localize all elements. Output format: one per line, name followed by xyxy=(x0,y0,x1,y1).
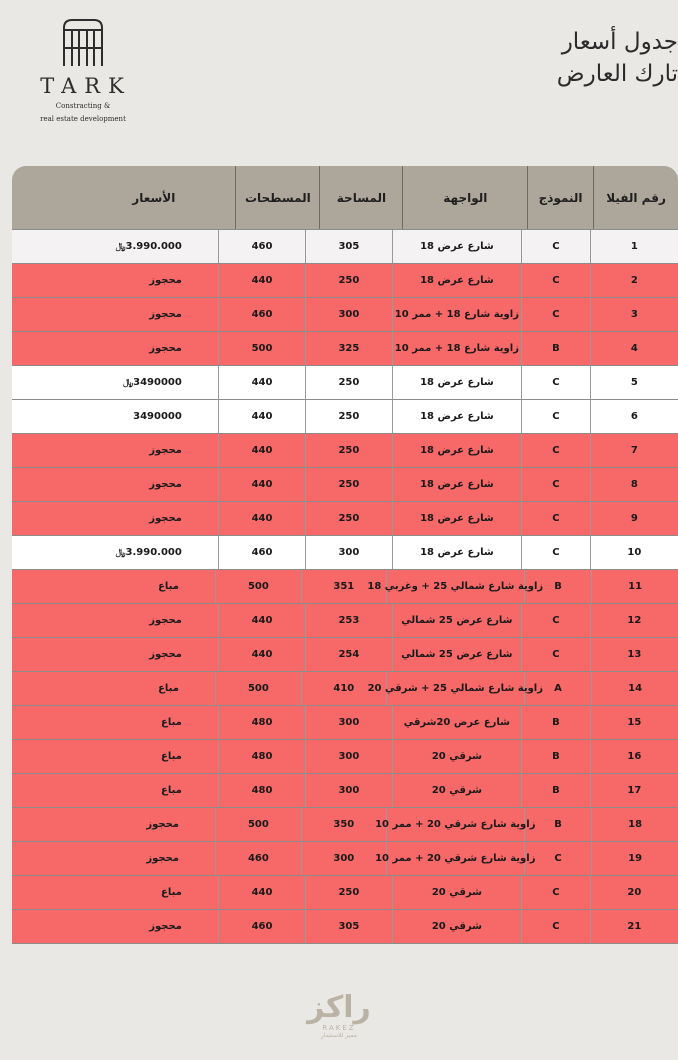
table-row xyxy=(12,467,678,501)
facade-cell xyxy=(392,468,522,501)
model-cell-text: B xyxy=(554,581,562,592)
built-area-cell-text: 440 xyxy=(251,445,273,456)
header-villa-no: رقم الفيلا xyxy=(593,166,678,229)
villa-no-cell-text: 21 xyxy=(627,921,642,932)
villa-no-cell-text: 6 xyxy=(630,411,638,422)
built-area-cell xyxy=(218,366,305,399)
built-area-cell xyxy=(218,230,305,263)
price-cell xyxy=(12,502,218,535)
built-area-cell xyxy=(218,910,305,943)
table-body xyxy=(12,229,678,944)
price-cell-text: محجوز xyxy=(149,615,182,626)
price-cell-text: مباع xyxy=(161,717,182,728)
model-cell-text: B xyxy=(552,717,560,728)
built-area-cell xyxy=(218,536,305,569)
area-cell-text: 250 xyxy=(338,479,360,490)
area-cell-text: 254 xyxy=(338,649,360,660)
area-cell xyxy=(305,468,391,501)
built-area-cell xyxy=(218,706,305,739)
villa-no-cell-text: 11 xyxy=(628,581,643,592)
area-cell-text: 250 xyxy=(338,275,360,286)
table-row xyxy=(12,365,678,399)
facade-cell-text: زاوية شارع شمالي 25 + وغربي 18 xyxy=(367,581,544,592)
built-area-cell xyxy=(215,570,301,603)
area-cell-text: 300 xyxy=(338,751,360,762)
model-cell xyxy=(521,910,590,943)
facade-cell-text: شارع عرض 20شرقي xyxy=(403,717,511,728)
table-row xyxy=(12,433,678,467)
table-row xyxy=(12,399,678,433)
price-cell-text: محجوز xyxy=(149,275,182,286)
price-cell xyxy=(12,230,218,263)
price-cell xyxy=(12,264,218,297)
model-cell xyxy=(521,774,590,807)
model-cell-text: C xyxy=(552,887,560,898)
area-cell xyxy=(305,230,391,263)
area-cell-text: 325 xyxy=(338,343,360,354)
price-cell-text: مباع xyxy=(158,581,179,592)
built-area-cell xyxy=(218,264,305,297)
facade-cell xyxy=(375,842,536,875)
area-cell xyxy=(305,502,391,535)
built-area-cell xyxy=(218,638,305,671)
facade-cell xyxy=(392,502,522,535)
table-row xyxy=(12,875,678,909)
built-area-cell-text: 440 xyxy=(251,887,273,898)
area-cell-text: 250 xyxy=(338,411,360,422)
currency-icon: ﷼ xyxy=(115,241,126,252)
villa-no-cell-text: 5 xyxy=(630,377,638,388)
facade-cell-text: شرقي 20 xyxy=(431,751,482,762)
table-row xyxy=(12,807,678,841)
villa-no-cell xyxy=(591,672,678,705)
model-cell-text: C xyxy=(552,309,560,320)
villa-no-cell xyxy=(590,332,678,365)
built-area-cell xyxy=(218,400,305,433)
model-cell-text: C xyxy=(552,649,560,660)
villa-no-cell-text: 8 xyxy=(630,479,638,490)
area-cell xyxy=(305,876,391,909)
area-cell xyxy=(305,298,391,331)
model-cell-text: C xyxy=(552,615,560,626)
model-cell xyxy=(521,230,590,263)
built-area-cell xyxy=(218,468,305,501)
header-area: المساحة xyxy=(319,166,402,229)
villa-no-cell-text: 4 xyxy=(630,343,638,354)
area-cell-text: 300 xyxy=(338,717,360,728)
built-area-cell xyxy=(218,740,305,773)
model-cell xyxy=(521,740,590,773)
facade-cell xyxy=(392,706,522,739)
facade-cell-text: شرقي 20 xyxy=(431,921,482,932)
price-cell xyxy=(12,638,218,671)
villa-no-cell-text: 9 xyxy=(630,513,638,524)
tark-logo-mark-icon xyxy=(60,18,106,68)
model-cell xyxy=(521,366,590,399)
rakez-logo-english: RAKEZ xyxy=(322,1024,356,1032)
villa-no-cell xyxy=(590,264,678,297)
model-cell xyxy=(521,468,590,501)
villa-no-cell xyxy=(591,808,678,841)
price-cell xyxy=(12,842,215,875)
villa-no-cell-text: 19 xyxy=(628,853,643,864)
price-cell-text: محجوز xyxy=(149,649,182,660)
price-cell xyxy=(12,604,218,637)
table-row xyxy=(12,603,678,637)
price-cell-text: مباع xyxy=(161,887,182,898)
villa-no-cell-text: 2 xyxy=(630,275,638,286)
area-cell-text: 350 xyxy=(333,819,355,830)
table-row xyxy=(12,705,678,739)
built-area-cell xyxy=(218,876,305,909)
built-area-cell-text: 500 xyxy=(247,581,269,592)
villa-no-cell-text: 13 xyxy=(627,649,642,660)
facade-cell-text: شارع عرض 18 xyxy=(420,241,494,252)
villa-no-cell xyxy=(590,502,678,535)
model-cell xyxy=(521,706,590,739)
model-cell-text: A xyxy=(554,683,562,694)
area-cell xyxy=(305,332,391,365)
villa-no-cell-text: 17 xyxy=(627,785,642,796)
built-area-cell-text: 480 xyxy=(251,717,273,728)
price-cell-text: محجوز xyxy=(146,853,179,864)
model-cell-text: C xyxy=(552,921,560,932)
facade-cell-text: شارع عرض 18 xyxy=(420,513,494,524)
area-cell xyxy=(305,434,391,467)
logo-name: TARK xyxy=(40,74,132,98)
price-cell xyxy=(12,468,218,501)
facade-cell xyxy=(392,400,522,433)
area-cell xyxy=(305,638,391,671)
table-row xyxy=(12,263,678,297)
villa-no-cell-text: 7 xyxy=(630,445,638,456)
title-line-1: جدول أسعار xyxy=(561,29,678,55)
price-cell-text: مباع xyxy=(161,751,182,762)
area-cell-text: 300 xyxy=(338,785,360,796)
price-cell xyxy=(12,774,218,807)
price-cell xyxy=(12,672,215,705)
table-header xyxy=(12,166,678,229)
price-cell xyxy=(12,400,218,433)
table-row xyxy=(12,909,678,944)
model-cell xyxy=(521,332,590,365)
page-title xyxy=(557,26,678,90)
villa-no-cell-text: 18 xyxy=(628,819,643,830)
villa-no-cell xyxy=(590,400,678,433)
price-table xyxy=(12,166,678,944)
rakez-logo-sub: مميز للاستثمار xyxy=(321,1032,357,1039)
facade-cell xyxy=(392,536,522,569)
model-cell-text: B xyxy=(552,343,560,354)
table-row xyxy=(12,569,678,603)
table-row xyxy=(12,739,678,773)
area-cell xyxy=(305,400,391,433)
model-cell xyxy=(521,604,590,637)
built-area-cell xyxy=(218,332,305,365)
area-cell xyxy=(301,570,386,603)
villa-no-cell xyxy=(590,468,678,501)
villa-no-cell-text: 10 xyxy=(627,547,642,558)
villa-no-cell-text: 16 xyxy=(627,751,642,762)
area-cell xyxy=(305,740,391,773)
price-cell-text: محجوز xyxy=(149,343,182,354)
model-cell-text: B xyxy=(554,819,562,830)
price-cell-text: محجوز xyxy=(149,921,182,932)
price-cell xyxy=(12,332,218,365)
villa-no-cell xyxy=(590,298,678,331)
model-cell xyxy=(521,638,590,671)
area-cell xyxy=(305,264,391,297)
model-cell xyxy=(521,502,590,535)
logo-tagline-2: real estate development xyxy=(40,115,126,123)
area-cell xyxy=(305,366,391,399)
rakez-logo-arabic: راكز xyxy=(307,990,371,1025)
area-cell xyxy=(305,706,391,739)
facade-cell xyxy=(392,876,522,909)
price-cell-text: 3490000 xyxy=(133,411,182,422)
facade-cell-text: شارع عرض 18 xyxy=(420,275,494,286)
facade-cell-text: شارع عرض 25 شمالي xyxy=(401,649,513,660)
price-cell xyxy=(12,570,215,603)
facade-cell xyxy=(392,774,522,807)
built-area-cell-text: 440 xyxy=(251,649,273,660)
built-area-cell xyxy=(218,434,305,467)
facade-cell-text: شرقي 20 xyxy=(431,887,482,898)
price-cell xyxy=(12,298,218,331)
villa-no-cell-text: 12 xyxy=(627,615,642,626)
table-row xyxy=(12,297,678,331)
price-cell xyxy=(12,434,218,467)
facade-cell-text: شارع عرض 18 xyxy=(420,479,494,490)
built-area-cell-text: 480 xyxy=(251,751,273,762)
table-row xyxy=(12,331,678,365)
price-cell-text: محجوز xyxy=(146,819,179,830)
built-area-cell xyxy=(215,808,301,841)
villa-no-cell xyxy=(590,366,678,399)
facade-cell-text: شارع عرض 18 xyxy=(420,445,494,456)
facade-cell xyxy=(367,570,544,603)
model-cell-text: C xyxy=(554,853,562,864)
area-cell-text: 250 xyxy=(338,513,360,524)
price-cell xyxy=(12,740,218,773)
facade-cell-text: شارع عرض 18 xyxy=(420,411,494,422)
villa-no-cell-text: 20 xyxy=(627,887,642,898)
villa-no-cell-text: 14 xyxy=(628,683,643,694)
table-row xyxy=(12,671,678,705)
price-cell xyxy=(12,366,218,399)
facade-cell xyxy=(392,264,522,297)
facade-cell xyxy=(392,230,522,263)
villa-no-cell xyxy=(590,910,678,943)
currency-icon: ﷼ xyxy=(115,547,126,558)
table-row xyxy=(12,535,678,569)
table-row xyxy=(12,773,678,807)
facade-cell xyxy=(392,366,522,399)
built-area-cell xyxy=(218,502,305,535)
facade-cell-text: زاوية شارع شرقي 20 + ممر 10 xyxy=(375,853,536,864)
built-area-cell-text: 460 xyxy=(251,309,273,320)
facade-cell-text: زاوية شارع 18 + ممر 10 xyxy=(394,343,519,354)
header-price: الأسعار xyxy=(132,190,176,205)
area-cell-text: 250 xyxy=(338,887,360,898)
villa-no-cell xyxy=(591,842,678,875)
price-cell-text: 3490000 xyxy=(133,377,182,388)
area-cell-text: 305 xyxy=(338,921,360,932)
area-cell xyxy=(305,910,391,943)
facade-cell xyxy=(392,910,522,943)
built-area-cell-text: 500 xyxy=(251,343,273,354)
model-cell xyxy=(521,264,590,297)
model-cell-text: C xyxy=(552,241,560,252)
facade-cell-text: شارع عرض 25 شمالي xyxy=(401,615,513,626)
built-area-cell-text: 500 xyxy=(247,683,269,694)
facade-cell-text: شارع عرض 18 xyxy=(420,377,494,388)
model-cell-text: C xyxy=(552,547,560,558)
area-cell xyxy=(301,842,386,875)
built-area-cell xyxy=(218,604,305,637)
facade-cell xyxy=(392,604,522,637)
price-cell-text: 3.990.000 xyxy=(125,241,182,252)
facade-cell-text: شرقي 20 xyxy=(431,785,482,796)
area-cell-text: 351 xyxy=(333,581,355,592)
built-area-cell xyxy=(218,774,305,807)
area-cell xyxy=(301,672,386,705)
villa-no-cell-text: 1 xyxy=(630,241,638,252)
title-line-2: تارك العارض xyxy=(556,61,678,87)
built-area-cell-text: 500 xyxy=(247,819,269,830)
villa-no-cell xyxy=(590,638,678,671)
facade-cell xyxy=(367,672,543,705)
price-cell-text: مباع xyxy=(158,683,179,694)
model-cell-text: C xyxy=(552,411,560,422)
table-row xyxy=(12,841,678,875)
model-cell xyxy=(521,434,590,467)
built-area-cell-text: 440 xyxy=(251,615,273,626)
rakez-logo xyxy=(0,992,678,1039)
facade-cell-text: زاوية شارع شمالي 25 + شرقي 20 xyxy=(367,683,543,694)
model-cell xyxy=(521,298,590,331)
header-facade: الواجهة xyxy=(402,166,527,229)
logo-tagline-1: Constracting & xyxy=(55,102,111,110)
area-cell-text: 410 xyxy=(333,683,355,694)
model-cell-text: C xyxy=(552,479,560,490)
facade-cell xyxy=(375,808,536,841)
villa-no-cell xyxy=(590,434,678,467)
header-model: النموذج xyxy=(527,166,593,229)
area-cell xyxy=(305,604,391,637)
facade-cell xyxy=(392,298,522,331)
price-cell xyxy=(12,910,218,943)
area-cell-text: 300 xyxy=(338,309,360,320)
area-cell-text: 253 xyxy=(338,615,360,626)
table-row xyxy=(12,501,678,535)
facade-cell xyxy=(392,740,522,773)
facade-cell xyxy=(392,434,522,467)
model-cell-text: B xyxy=(552,751,560,762)
villa-no-cell xyxy=(590,876,678,909)
area-cell xyxy=(305,536,391,569)
villa-no-cell xyxy=(590,774,678,807)
built-area-cell-text: 440 xyxy=(251,513,273,524)
facade-cell xyxy=(392,638,522,671)
villa-no-cell xyxy=(590,604,678,637)
villa-no-cell xyxy=(590,230,678,263)
built-area-cell-text: 460 xyxy=(251,547,273,558)
price-cell-text: 3.990.000 xyxy=(125,547,182,558)
price-cell-text: محجوز xyxy=(149,513,182,524)
villa-no-cell-text: 15 xyxy=(627,717,642,728)
price-cell xyxy=(12,808,215,841)
table-row xyxy=(12,229,678,263)
model-cell-text: C xyxy=(552,275,560,286)
facade-cell-text: زاوية شارع شرقي 20 + ممر 10 xyxy=(375,819,536,830)
area-cell-text: 250 xyxy=(338,377,360,388)
model-cell-text: C xyxy=(552,513,560,524)
area-cell-text: 300 xyxy=(333,853,355,864)
built-area-cell-text: 460 xyxy=(251,921,273,932)
model-cell xyxy=(521,876,590,909)
built-area-cell-text: 440 xyxy=(251,479,273,490)
area-cell xyxy=(301,808,386,841)
area-cell-text: 300 xyxy=(338,547,360,558)
model-cell-text: C xyxy=(552,377,560,388)
built-area-cell xyxy=(215,842,301,875)
villa-no-cell xyxy=(590,536,678,569)
built-area-cell-text: 440 xyxy=(251,275,273,286)
villa-no-cell xyxy=(590,740,678,773)
price-cell-text: محجوز xyxy=(149,309,182,320)
price-cell xyxy=(12,536,218,569)
area-cell xyxy=(305,774,391,807)
model-cell-text: B xyxy=(552,785,560,796)
built-area-cell-text: 440 xyxy=(251,377,273,388)
header-built-area: المسطحات xyxy=(235,166,319,229)
built-area-cell-text: 460 xyxy=(247,853,269,864)
built-area-cell-text: 480 xyxy=(251,785,273,796)
villa-no-cell xyxy=(590,706,678,739)
area-cell-text: 305 xyxy=(338,241,360,252)
villa-no-cell xyxy=(591,570,678,603)
model-cell xyxy=(521,400,590,433)
built-area-cell-text: 460 xyxy=(251,241,273,252)
price-cell xyxy=(12,706,218,739)
price-cell-text: مباع xyxy=(161,785,182,796)
built-area-cell-text: 440 xyxy=(251,411,273,422)
tark-logo xyxy=(28,18,138,124)
villa-no-cell-text: 3 xyxy=(630,309,638,320)
currency-icon: ﷼ xyxy=(123,377,134,388)
table-row xyxy=(12,637,678,671)
model-cell-text: C xyxy=(552,445,560,456)
price-cell xyxy=(12,876,218,909)
model-cell xyxy=(521,536,590,569)
built-area-cell xyxy=(218,298,305,331)
facade-cell-text: زاوية شارع 18 + ممر 10 xyxy=(394,309,519,320)
price-cell-text: محجوز xyxy=(149,445,182,456)
built-area-cell xyxy=(215,672,301,705)
area-cell-text: 250 xyxy=(338,445,360,456)
facade-cell xyxy=(392,332,522,365)
price-cell-text: محجوز xyxy=(149,479,182,490)
facade-cell-text: شارع عرض 18 xyxy=(420,547,494,558)
